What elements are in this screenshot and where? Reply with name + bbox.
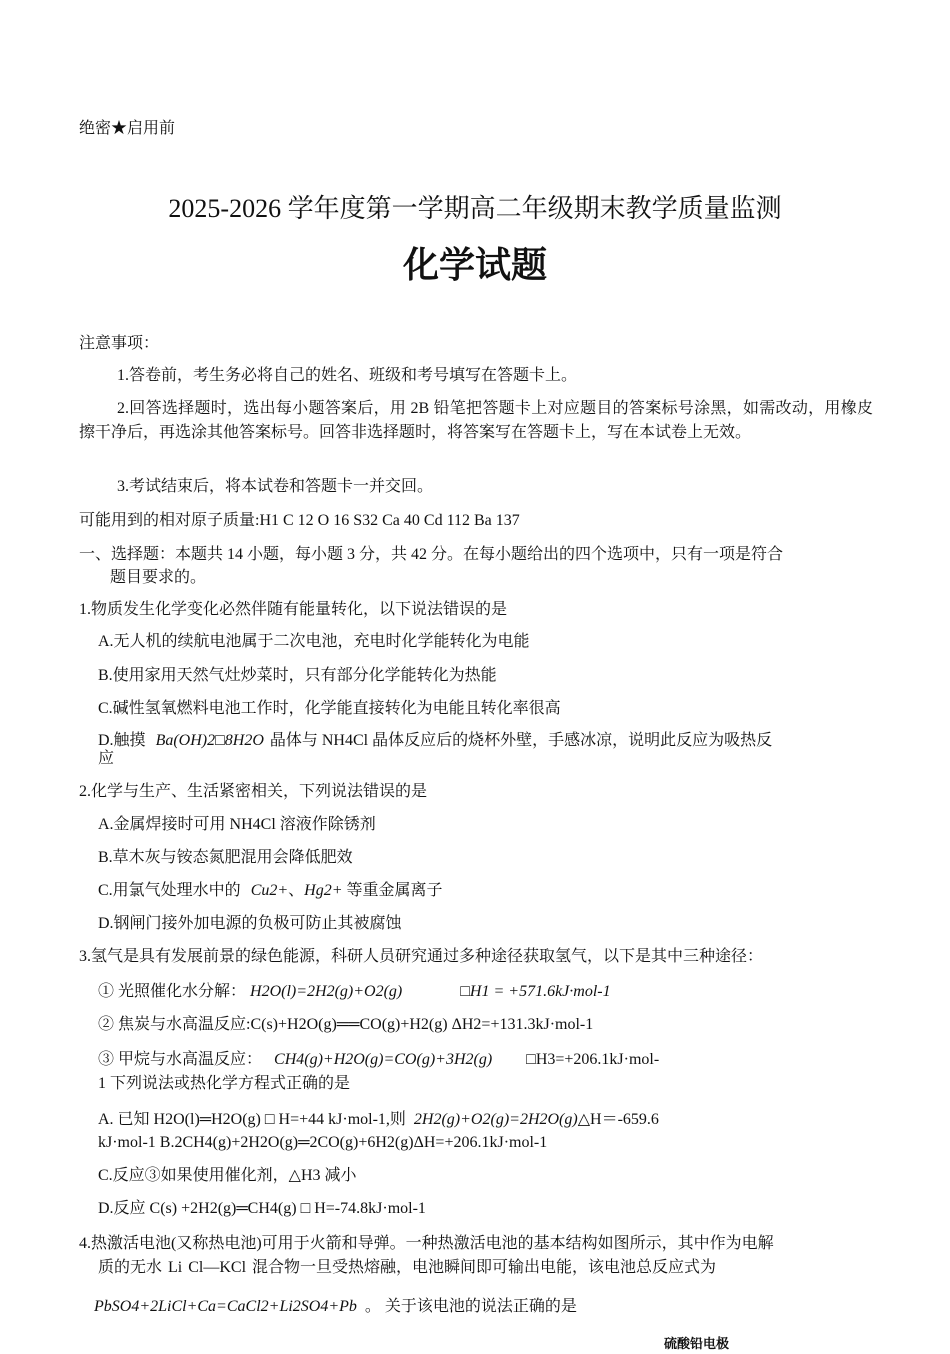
q3-route-3-cont: 1 下列说法或热化学方程式正确的是 bbox=[98, 1075, 351, 1092]
q4-equation-line bbox=[94, 1297, 577, 1317]
q1-option-d-cont: 应 bbox=[98, 750, 115, 767]
subject-title: 化学试题 bbox=[402, 245, 547, 286]
q2-c-suffix: 等重金属离子 bbox=[346, 882, 443, 899]
q1-option-b: B.使用家用天然气灶炒菜时，只有部分化学能转化为热能 bbox=[98, 667, 497, 684]
q3-option-a bbox=[98, 1110, 659, 1130]
q1-option-a: A.无人机的续航电池属于二次电池，充电时化学能转化为电能 bbox=[98, 633, 530, 650]
q3-a-enthalpy: △H＝-659.6 bbox=[577, 1111, 659, 1128]
q3-a-prefix: A. 已知 H2O(l)═H2O(g) □ H=+44 kJ·mol-1,则 bbox=[98, 1111, 406, 1128]
q3-r1-equation: H2O(l)=2H2(g)+O2(g) bbox=[250, 983, 403, 1000]
q1-option-c: C.碱性氢氧燃料电池工作时，化学能直接转化为电能且转化率很高 bbox=[98, 700, 561, 717]
q3-route-2: ② 焦炭与水高温反应:C(s)+H2O(g)══CO(g)+H2(g) ΔH2=+131.3kJ·mol-1 bbox=[98, 1016, 594, 1033]
q2-option-d: D.钢闸门接外加电源的负极可防止其被腐蚀 bbox=[98, 915, 402, 932]
q3-route-1 bbox=[98, 982, 611, 1002]
atomic-masses: 可能用到的相对原子质量:H1 C 12 O 16 S32 Ca 40 Cd 112 Ba 137 bbox=[79, 512, 520, 529]
q2-c-ion-hg: Hg2+ bbox=[304, 882, 343, 899]
q3-stem: 3.氢气是具有发展前景的绿色能源，科研人员研究通过多种途径获取氢气，以下是其中三种途径： bbox=[79, 948, 764, 965]
section-heading-line2: 题目要求的。 bbox=[110, 569, 207, 586]
q3-r3-enthalpy: □H3=+206.1kJ·mol- bbox=[526, 1051, 660, 1068]
notes-heading: 注意事项： bbox=[79, 335, 160, 352]
exam-title: 2025-2026 学年度第一学期高二年级期末教学质量监测 bbox=[168, 194, 782, 223]
q3-r1-label: ① 光照催化水分解： bbox=[98, 983, 247, 1000]
section-heading-line1: 一、选择题：本题共 14 小题，每小题 3 分，共 42 分。在每小题给出的四个选项中，只有一项是符合 bbox=[79, 546, 784, 563]
q3-a-equation: 2H2(g)+O2(g)=2H2O(g) bbox=[413, 1111, 578, 1128]
q1-stem: 1.物质发生化学变化必然伴随有能量转化，以下说法错误的是 bbox=[79, 601, 508, 618]
q4-equation: PbSO4+2LiCl+Ca=CaCl2+Li2SO4+Pb bbox=[94, 1298, 357, 1315]
q2-option-a: A.金属焊接时可用 NH4Cl 溶液作除锈剂 bbox=[98, 816, 376, 833]
q3-r3-equation: CH4(g)+H2O(g)=CO(g)+3H2(g) bbox=[274, 1051, 493, 1068]
q4-line-1: 4.热激活电池(又称热电池)可用于火箭和导弹。一种热激活电池的基本结构如图所示，其中作为电解 bbox=[79, 1235, 774, 1252]
q4-line-2: 质的无水 Li Cl—KCl 混合物一旦受热熔融，电池瞬间即可输出电能，该电池总反应式为 bbox=[98, 1259, 717, 1276]
secret-label: 绝密★启用前 bbox=[79, 120, 176, 137]
q2-option-b: B.草木灰与铵态氮肥混用会降低肥效 bbox=[98, 849, 353, 866]
q3-r3-label: ③ 甲烷与水高温反应： bbox=[98, 1051, 263, 1068]
q2-option-c bbox=[98, 881, 443, 901]
q4-question: 。 关于该电池的说法正确的是 bbox=[364, 1298, 577, 1315]
q3-route-3 bbox=[98, 1050, 659, 1070]
q3-option-a-cont: kJ·mol-1 B.2CH4(g)+2H2O(g)═2CO(g)+6H2(g)ΔH=+206.1kJ·mol-1 bbox=[98, 1134, 548, 1151]
q3-option-c: C.反应③如果使用催化剂，△H3 减小 bbox=[98, 1167, 357, 1184]
q1-d-text: 晶体与 NH4Cl 晶体反应后的烧杯外壁，手感冰凉，说明此反应为吸热反 bbox=[269, 732, 773, 749]
q3-r1-enthalpy: □H1 = +571.6kJ·mol-1 bbox=[460, 983, 611, 1000]
q1-d-prefix: D.触摸 bbox=[98, 732, 146, 749]
q1-option-d bbox=[98, 731, 772, 751]
note-1: 1.答卷前，考生务必将自己的姓名、班级和考号填写在答题卡上。 bbox=[117, 367, 578, 384]
figure-label-electrode: 硫酸铅电极 bbox=[664, 1336, 730, 1351]
q2-c-prefix: C.用氯气处理水中的 bbox=[98, 882, 241, 899]
q2-c-ion-cu: Cu2+ bbox=[250, 882, 289, 899]
note-2: 2.回答选择题时，选出每小题答案后，用 2B 铅笔把答题卡上对应题目的答案标号涂黑，如需改动，用橡皮擦干净后，再选涂其他答案标号。回答非选择题时，将答案写在答题卡上，写在本试卷上无效。 bbox=[79, 400, 873, 441]
q1-d-formula: Ba(OH)2□8H2O bbox=[155, 732, 264, 749]
note-3: 3.考试结束后，将本试卷和答题卡一并交回。 bbox=[117, 478, 434, 495]
q2-stem: 2.化学与生产、生活紧密相关，下列说法错误的是 bbox=[79, 783, 428, 800]
q2-c-sep: 、 bbox=[288, 882, 305, 899]
q3-option-d: D.反应 C(s) +2H2(g)═CH4(g) □ H=-74.8kJ·mol-1 bbox=[98, 1200, 426, 1217]
